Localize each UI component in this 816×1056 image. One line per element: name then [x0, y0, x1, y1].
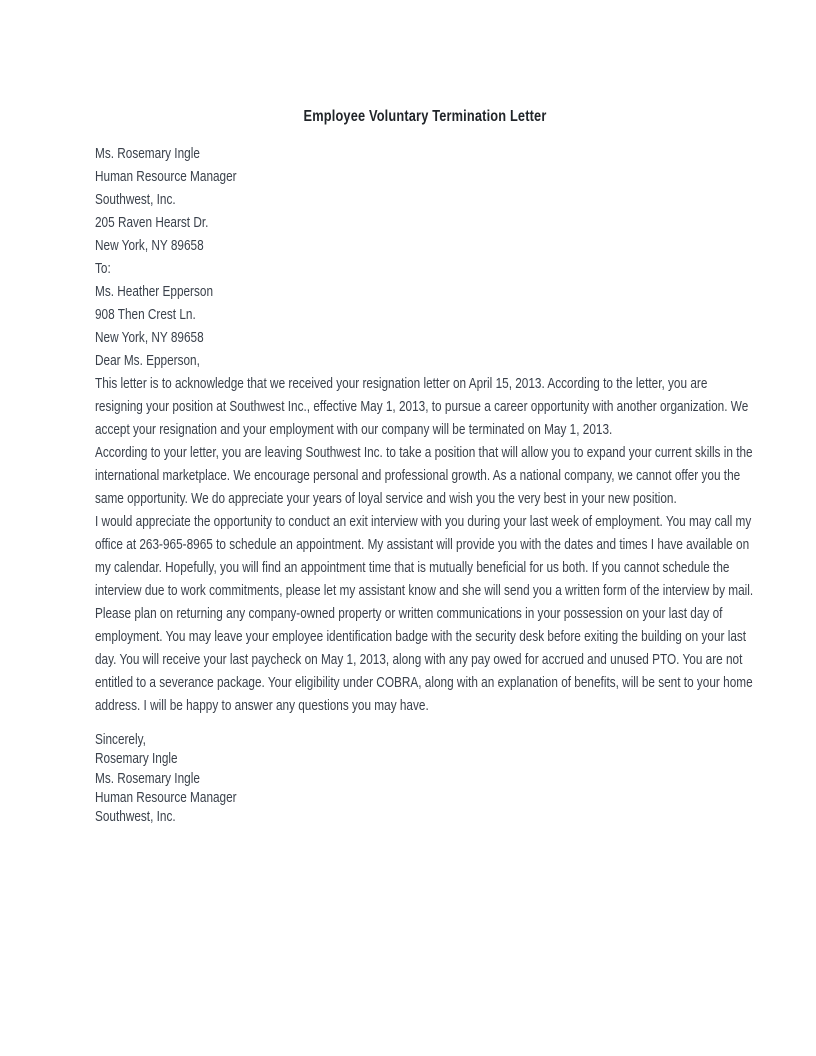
- recipient-block: [95, 281, 755, 350]
- signature-line: Southwest, Inc.: [95, 809, 176, 826]
- letter-body: [95, 373, 755, 718]
- signature-line: Ms. Rosemary Ingle: [95, 770, 200, 787]
- sender-line: 205 Raven Hearst Dr.: [95, 215, 209, 231]
- signature-block: [95, 731, 755, 827]
- body-paragraph: This letter is to acknowledge that we received your resignation letter on April 15, 2013. According to the letter, you are resigning your position at Southwest Inc., effective May 1, 2013, to pursue a career opportunity with another organization. We accept your resignation and your employment with our company will be terminated on May 1, 2013.: [95, 376, 749, 438]
- letter-content: [95, 105, 755, 827]
- body-paragraph: Please plan on returning any company-owned property or written communications in your possession on your last day of employment. You may leave your employee identification badge with the security desk before exiting the building on your last day. You will receive your last paycheck on May 1, 2013, along with any pay owed for accrued and unused PTO. You are not entitled to a severance package. Your eligibility under COBRA, along with an explanation of benefits, will be sent to your home address. I will be happy to answer any questions you may have.: [95, 606, 753, 714]
- sender-line: Southwest, Inc.: [95, 192, 176, 208]
- signature-line: Human Resource Manager: [95, 789, 237, 806]
- to-label: To:: [95, 261, 111, 277]
- body-paragraph: According to your letter, you are leaving Southwest Inc. to take a position that will allow you to expand your current skills in the international marketplace. We encourage personal and professional growth. As a national company, we cannot offer you the same opportunity. We do appreciate your years of loyal service and wish you the very best in your new position.: [95, 445, 753, 507]
- document-title: Employee Voluntary Termination Letter: [303, 108, 547, 125]
- sender-line: Human Resource Manager: [95, 169, 237, 185]
- closing: Sincerely,: [95, 732, 146, 748]
- salutation: Dear Ms. Epperson,: [95, 353, 200, 369]
- sender-line: Ms. Rosemary Ingle: [95, 146, 200, 162]
- recipient-line: Ms. Heather Epperson: [95, 284, 214, 300]
- body-paragraph: I would appreciate the opportunity to conduct an exit interview with you during your last week of employment. You may call my office at 263-965-8965 to schedule an appointment. My assistant will provide you with the dates and times I have available on my calendar. Hopefully, you will find an appointment time that is mutually beneficial for us both. If you cannot schedule the interview due to work commitments, please let my assistant know and she will send you a written form of the interview by mail.: [95, 514, 754, 599]
- recipient-line: 908 Then Crest Ln.: [95, 307, 196, 323]
- sender-line: New York, NY 89658: [95, 238, 204, 254]
- recipient-line: New York, NY 89658: [95, 330, 204, 346]
- signature-line: Rosemary Ingle: [95, 751, 178, 768]
- sender-block: [95, 143, 755, 258]
